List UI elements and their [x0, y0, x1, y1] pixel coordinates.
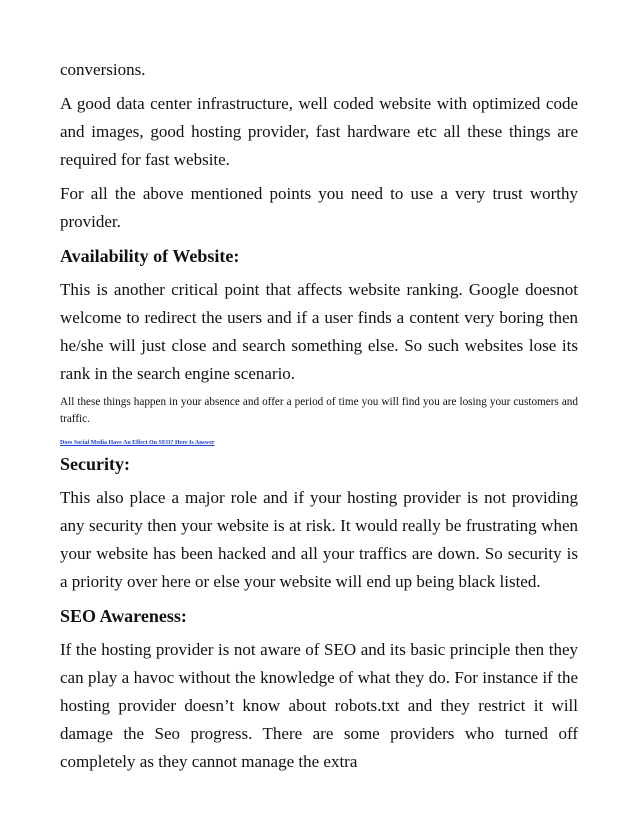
- heading-availability: Availability of Website:: [60, 246, 240, 266]
- paragraph-security: This also place a major role and if your hosting provider is not providing any security then your website is at risk. It would really be frustrating when your website has been hacked and all your traffics are down. So security is a priority over here or else your website will end up being black listed.: [60, 488, 578, 591]
- paragraph-small-note: All these things happen in your absence and offer a period of time you will find you are losing your customers and traffic.: [60, 396, 578, 425]
- paragraph-provider: For all the above mentioned points you need to use a very trust worthy provider.: [60, 184, 578, 231]
- heading-seo-awareness: SEO Awareness:: [60, 606, 187, 626]
- heading-security: Security:: [60, 454, 130, 474]
- paragraph-datacenter: A good data center infrastructure, well coded website with optimized code and images, good hosting provider, fast hardware etc all these things are required for fast website.: [60, 94, 578, 169]
- related-article-link[interactable]: Does Social Media Have An Effect On SEO? Here Is Answer: [60, 440, 215, 446]
- paragraph-conversions: conversions.: [60, 60, 146, 79]
- paragraph-seo-awareness: If the hosting provider is not aware of SEO and its basic principle then they can play a havoc without the knowledge of what they do. For instance if the hosting provider doesn’t know about robots.txt and they restrict it will damage the Seo progress. There are some providers who turned off completely as they cannot manage the extra: [60, 640, 578, 771]
- document-page: [60, 56, 578, 782]
- paragraph-availability: This is another critical point that affects website ranking. Google doesnot welcome to redirect the users and if a user finds a content very boring then he/she will just close and search something else. So such websites lose its rank in the search engine scenario.: [60, 280, 578, 383]
